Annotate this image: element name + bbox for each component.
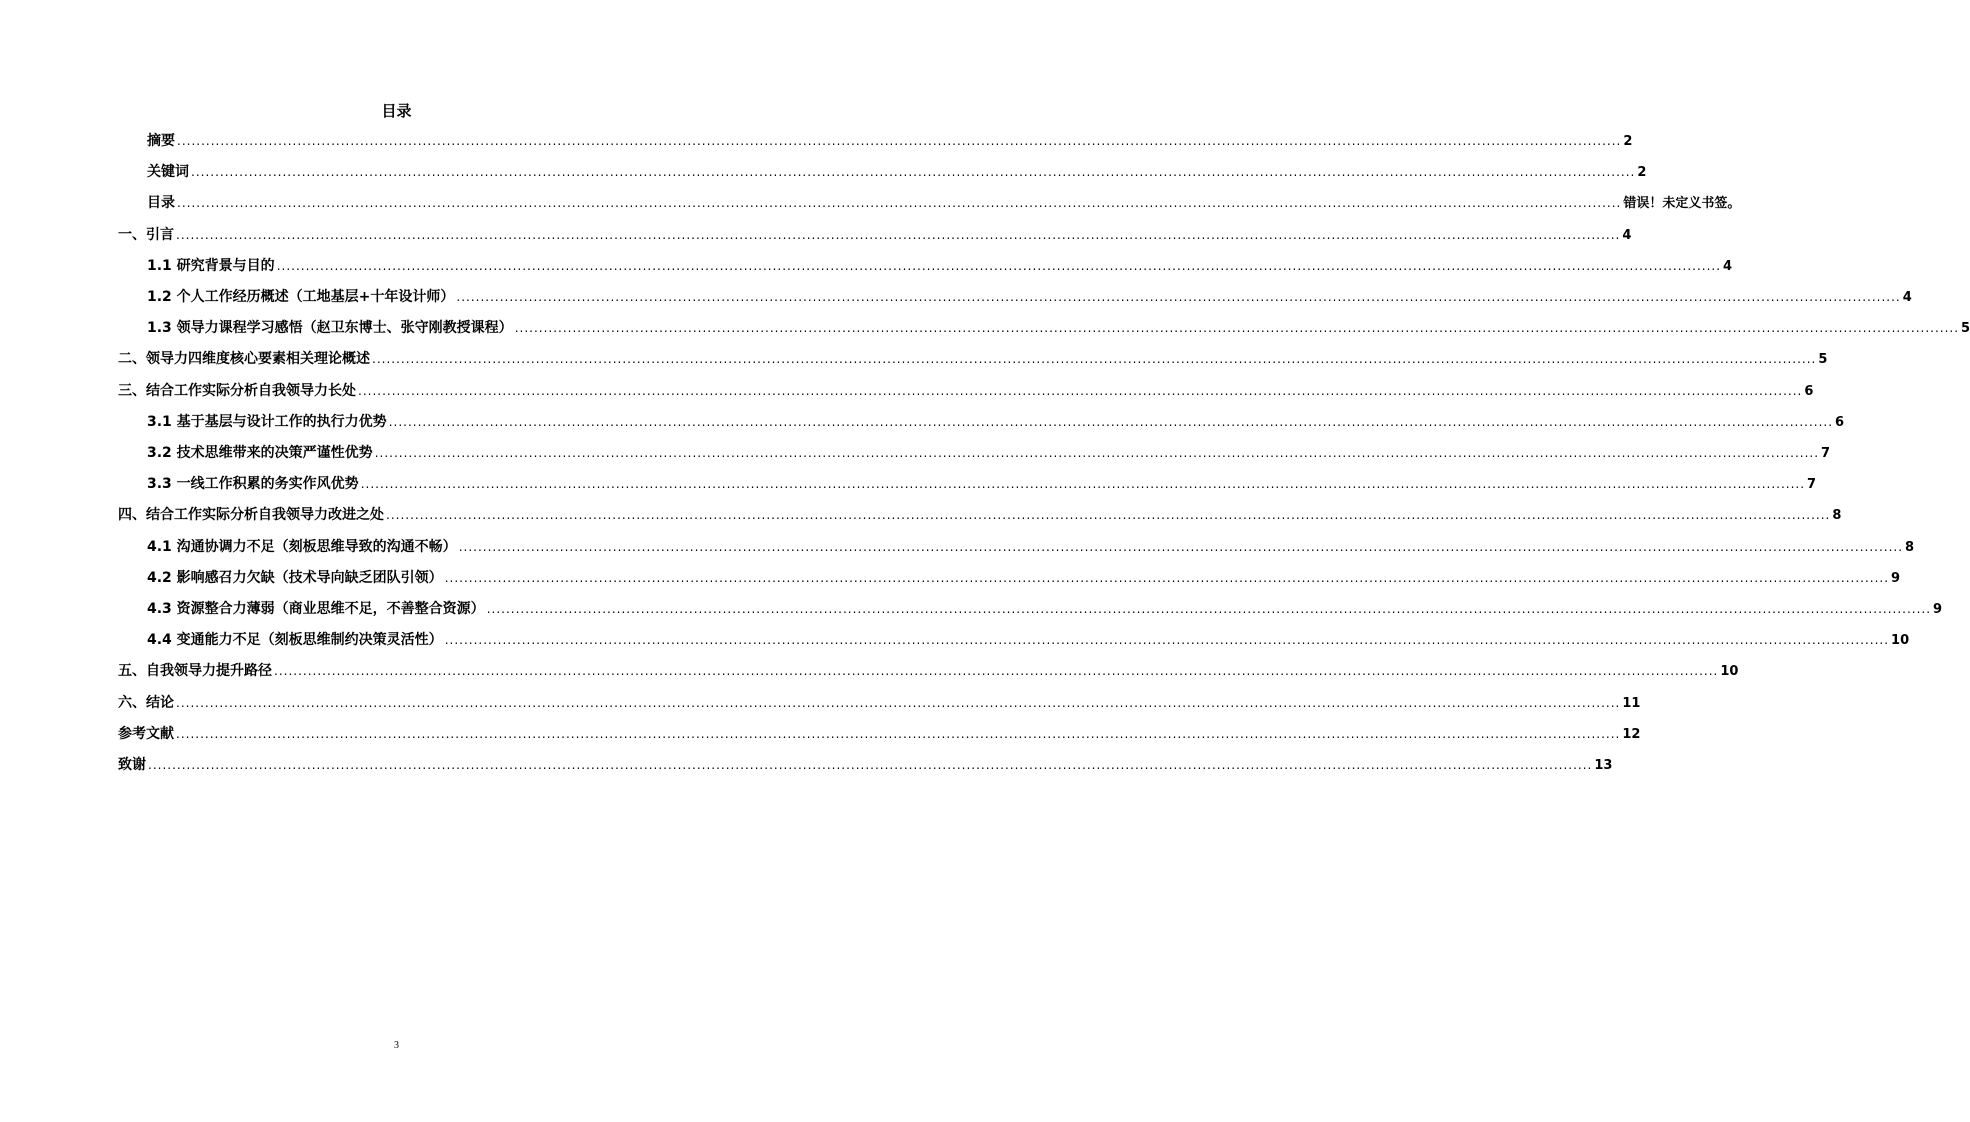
toc-entry-page: 2	[1623, 134, 1633, 149]
toc-entry-label: 3.3 一线工作积累的务实作风优势	[147, 476, 359, 493]
toc-dot-leader: ............................................................................................................................................................................................................................................................................................................	[372, 352, 1817, 367]
toc-dot-leader: ............................................................................................................................................................................................................................................................................................................	[374, 446, 1820, 460]
toc-entry[interactable]	[118, 660, 1739, 682]
toc-dot-leader: ............................................................................................................................................................................................................................................................................................................	[176, 726, 1621, 741]
toc-entry[interactable]	[147, 411, 1845, 433]
toc-entry-label: 一、引言	[118, 226, 174, 243]
toc-entry-page: 10	[1720, 664, 1739, 680]
toc-dot-leader: ............................................................................................................................................................................................................................................................................................................	[458, 539, 1904, 554]
toc-entry-page: 6	[1804, 383, 1814, 399]
toc-entry-page: 错误！未定义书签。	[1623, 196, 1741, 212]
toc-entry[interactable]	[118, 380, 1814, 402]
toc-title: 目录	[381, 102, 412, 120]
toc-dot-leader: ............................................................................................................................................................................................................................................................................................................	[444, 633, 1890, 648]
toc-entry-label: 四、结合工作实际分析自我领导力改进之处	[118, 507, 384, 524]
toc-entry[interactable]	[147, 473, 1817, 495]
toc-entry-page: 2	[1637, 165, 1647, 181]
toc-entry-label: 1.3 领导力课程学习感悟（赵卫东博士、张守刚教授课程）	[147, 320, 513, 337]
toc-entry[interactable]	[147, 161, 1647, 183]
toc-entry[interactable]	[147, 192, 1741, 214]
toc-entry[interactable]	[118, 754, 1613, 776]
toc-entry-label: 五、自我领导力提升路径	[118, 663, 272, 680]
toc-entry-page: 8	[1905, 539, 1915, 555]
toc-entry-page: 4	[1622, 227, 1632, 243]
toc-dot-leader: ............................................................................................................................................................................................................................................................................................................	[176, 227, 1621, 242]
toc-dot-leader: ............................................................................................................................................................................................................................................................................................................	[191, 165, 1636, 180]
toc-entry-page: 9	[1933, 602, 1943, 617]
toc-entry-page: 13	[1594, 758, 1613, 773]
toc-dot-leader: ............................................................................................................................................................................................................................................................................................................	[176, 695, 1621, 710]
toc-dot-leader: ............................................................................................................................................................................................................................................................................................................	[358, 383, 1803, 398]
toc-entry[interactable]	[147, 442, 1831, 464]
toc-dot-leader: ............................................................................................................................................................................................................................................................................................................	[386, 508, 1831, 523]
toc-entry-page: 4	[1902, 290, 1912, 305]
toc-entry[interactable]	[118, 692, 1641, 714]
toc-dot-leader: ............................................................................................................................................................................................................................................................................................................	[514, 321, 1960, 336]
toc-dot-leader: ............................................................................................................................................................................................................................................................................................................	[276, 258, 1722, 273]
toc-entry[interactable]	[147, 536, 1915, 558]
toc-entry-label: 目录	[147, 195, 175, 212]
toc-entry-page: 6	[1835, 414, 1845, 430]
toc-entry-label: 三、结合工作实际分析自我领导力长处	[118, 382, 356, 399]
toc-entry[interactable]	[147, 286, 1912, 308]
toc-dot-leader: ............................................................................................................................................................................................................................................................................................................	[274, 664, 1719, 679]
toc-entry-label: 六、结论	[118, 694, 174, 711]
toc-entry[interactable]	[147, 255, 1733, 277]
toc-entry-label: 二、领导力四维度核心要素相关理论概述	[118, 351, 370, 368]
toc-dot-leader: ............................................................................................................................................................................................................................................................................................................	[486, 602, 1932, 616]
toc-entry[interactable]	[147, 629, 1910, 651]
toc-entry[interactable]	[147, 317, 1970, 339]
toc-entry-label: 1.2 个人工作经历概述（工地基层+十年设计师）	[147, 289, 455, 305]
toc-entry-label: 4.1 沟通协调力不足（刻板思维导致的沟通不畅）	[147, 538, 457, 555]
toc-entry-label: 1.1 研究背景与目的	[147, 257, 275, 274]
toc-dot-leader: ............................................................................................................................................................................................................................................................................................................	[444, 570, 1890, 585]
toc-entry[interactable]	[147, 567, 1901, 589]
toc-dot-leader: ............................................................................................................................................................................................................................................................................................................	[177, 134, 1622, 148]
toc-entry[interactable]	[118, 348, 1828, 370]
toc-entry-page: 5	[1961, 321, 1970, 337]
toc-entry-page: 9	[1891, 570, 1901, 586]
toc-entry[interactable]	[147, 130, 1633, 152]
toc-entry-page: 7	[1821, 446, 1831, 461]
toc-entry-page: 8	[1832, 508, 1842, 524]
toc-entry-page: 11	[1622, 695, 1641, 711]
toc-entry-page: 10	[1891, 633, 1910, 649]
toc-dot-leader: ............................................................................................................................................................................................................................................................................................................	[148, 758, 1593, 772]
page-number: 3	[394, 1040, 399, 1051]
toc-dot-leader: ............................................................................................................................................................................................................................................................................................................	[177, 196, 1622, 211]
toc-entry-page: 4	[1723, 258, 1733, 274]
toc-entry-page: 5	[1818, 352, 1828, 368]
toc-entry-label: 4.3 资源整合力薄弱（商业思维不足，不善整合资源）	[147, 601, 485, 617]
toc-dot-leader: ............................................................................................................................................................................................................................................................................................................	[388, 414, 1834, 429]
toc-entry[interactable]	[147, 598, 1943, 620]
toc-dot-leader: ............................................................................................................................................................................................................................................................................................................	[456, 290, 1901, 304]
toc-entry-label: 关键词	[147, 164, 189, 181]
toc-entry-label: 4.2 影响感召力欠缺（技术导向缺乏团队引领）	[147, 569, 443, 586]
toc-entry-label: 4.4 变通能力不足（刻板思维制约决策灵活性）	[147, 632, 443, 649]
toc-entry[interactable]	[118, 504, 1842, 526]
toc-entry-label: 摘要	[147, 133, 175, 149]
toc-entry-label: 致谢	[118, 757, 146, 773]
toc-entry-page: 12	[1622, 726, 1641, 742]
toc-entry-label: 参考文献	[118, 725, 174, 742]
toc-entry-label: 3.1 基于基层与设计工作的执行力优势	[147, 413, 387, 430]
toc-entry[interactable]	[118, 224, 1632, 246]
toc-dot-leader: ............................................................................................................................................................................................................................................................................................................	[360, 477, 1806, 492]
toc-entry-label: 3.2 技术思维带来的决策严谨性优势	[147, 445, 373, 461]
toc-entry[interactable]	[118, 723, 1641, 745]
toc-entry-page: 7	[1807, 477, 1817, 493]
